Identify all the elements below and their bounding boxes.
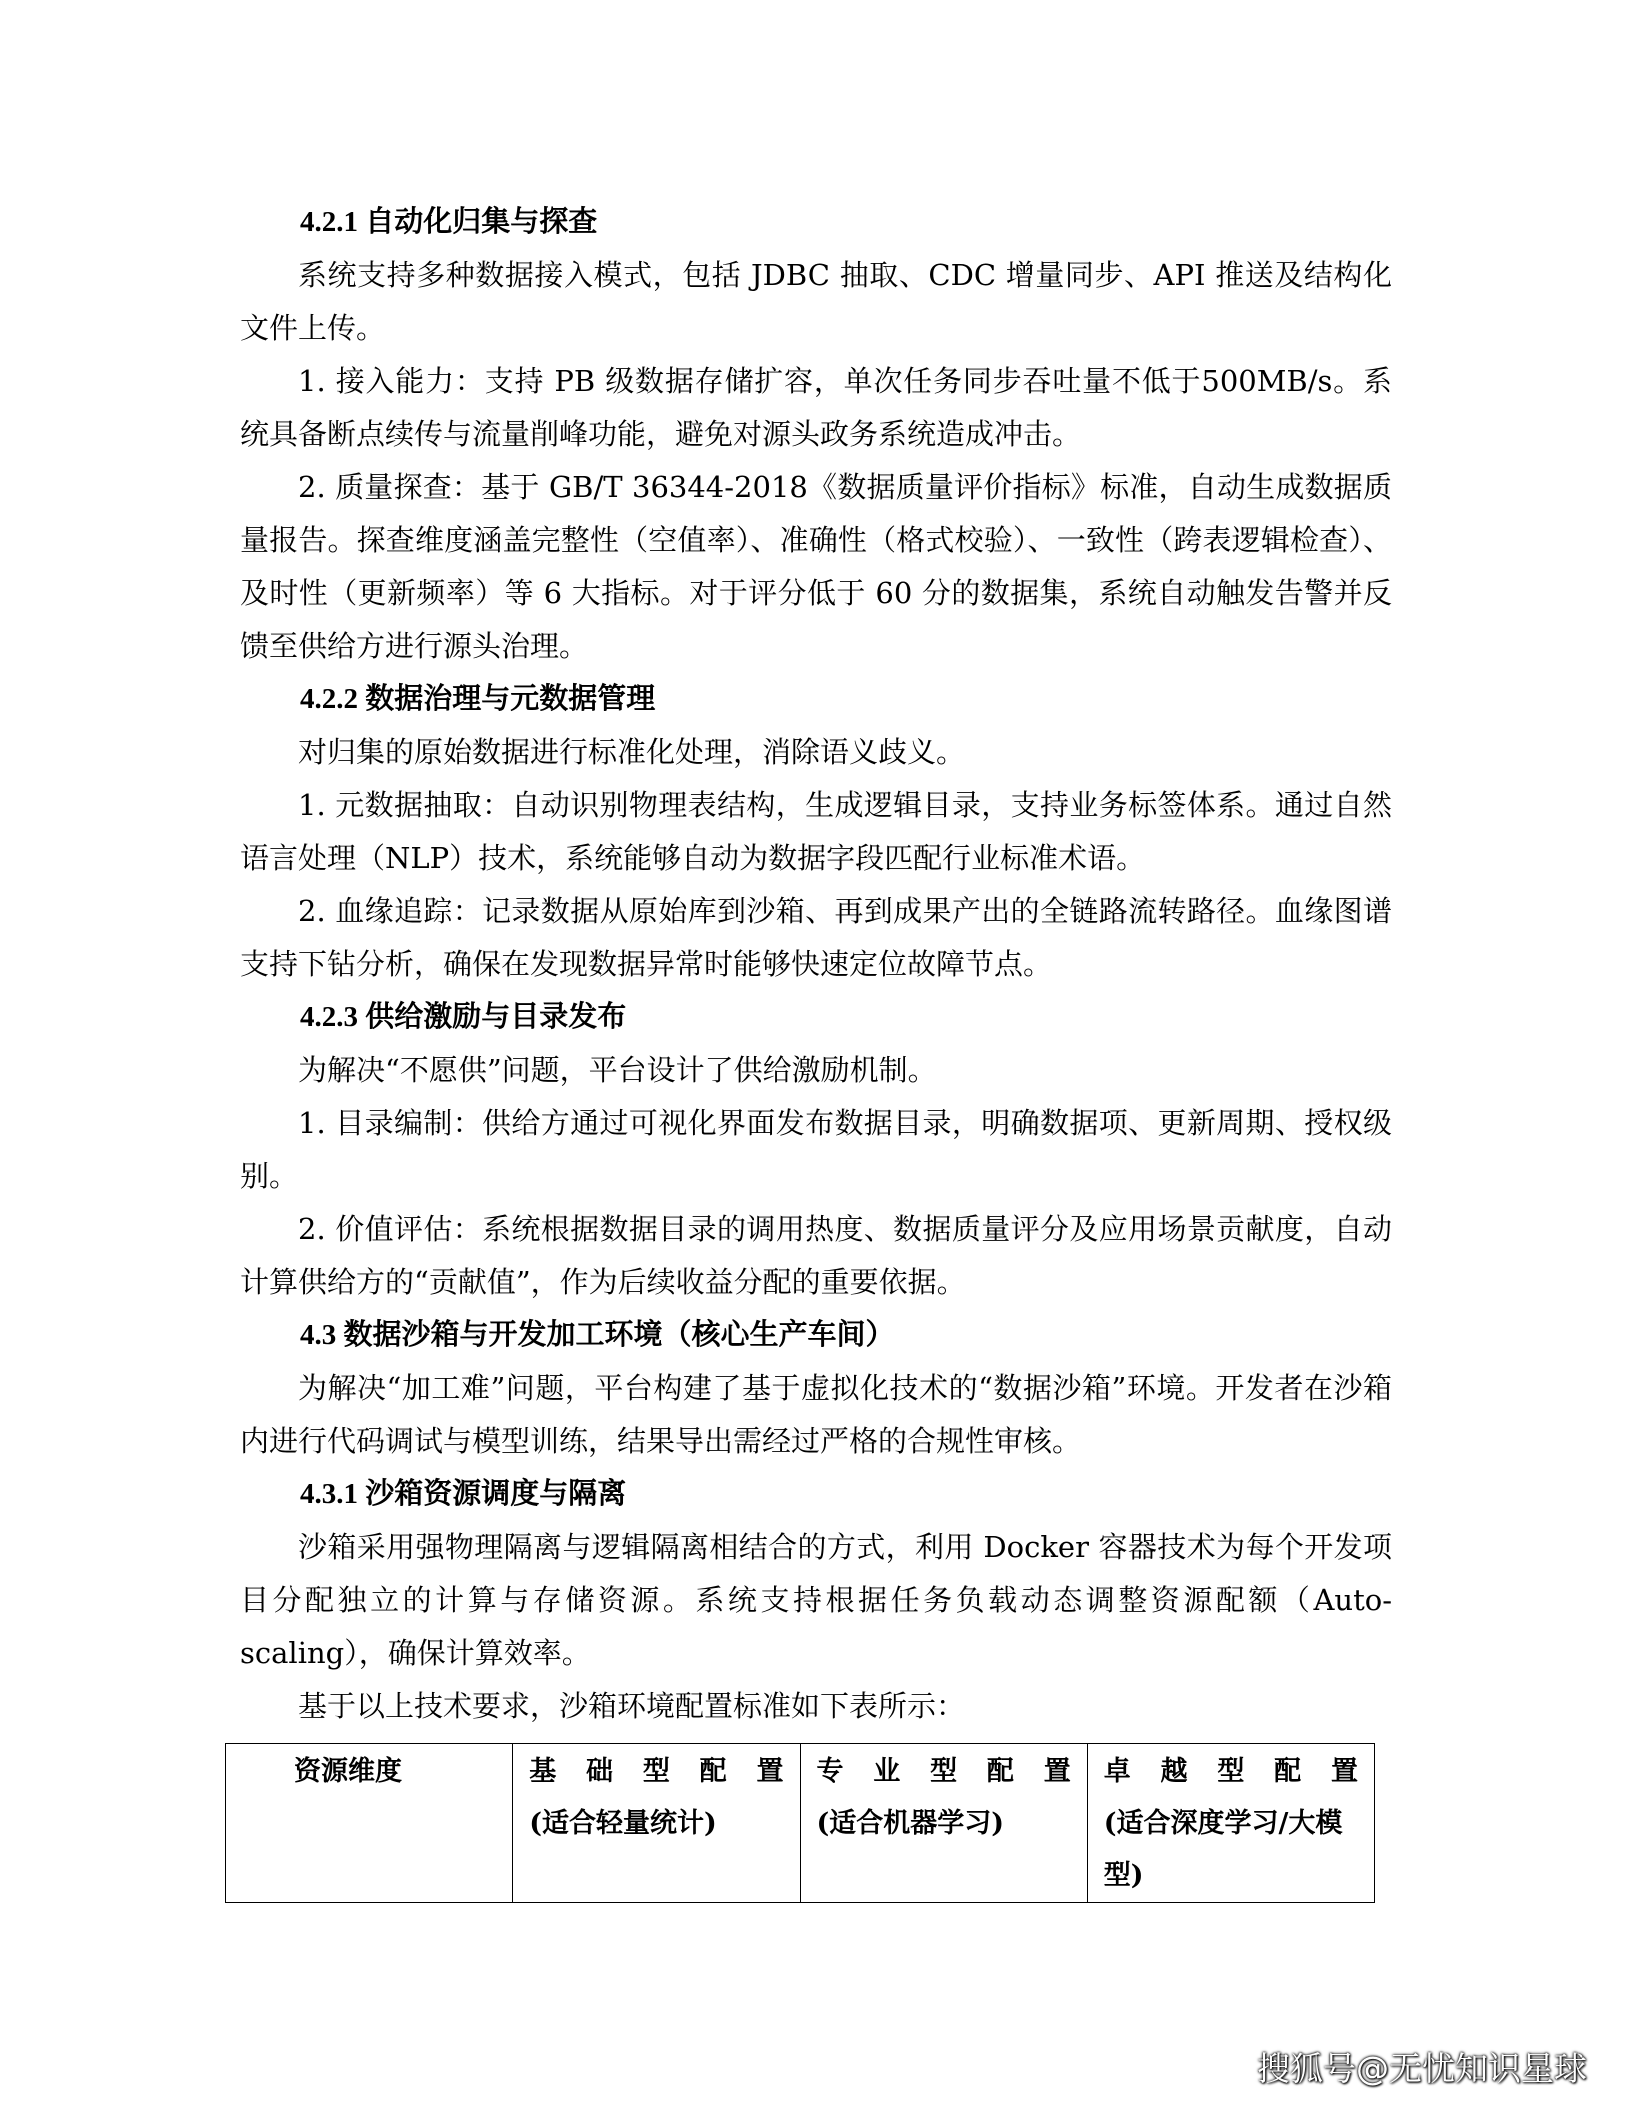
table-header-row (226, 1744, 1375, 1903)
header-label: 基础型配置 (529, 1756, 784, 1787)
header-sublabel: (适合机器学习) (816, 1808, 1005, 1839)
section-heading: 4.2.3 供给激励与目录发布 (300, 1001, 627, 1033)
section-heading: 4.2.1 自动化归集与探查 (300, 206, 598, 238)
section-heading: 4.2.2 数据治理与元数据管理 (300, 683, 656, 715)
header-sublabel: (适合深度学习/大模型) (1103, 1808, 1343, 1891)
header-label: 资源维度 (294, 1756, 402, 1787)
header-label: 专业型配置 (816, 1756, 1071, 1787)
document-page (240, 196, 1392, 1903)
header-label: 卓越型配置 (1103, 1756, 1358, 1787)
paragraph: 1. 元数据抽取：自动识别物理表结构，生成逻辑目录，支持业务标签体系。通过自然语言处理（NLP）技术，系统能够自动为数据字段匹配行业标准术语。 (240, 788, 1392, 875)
document-body (240, 196, 1392, 1733)
paragraph: 2. 价值评估：系统根据数据目录的调用热度、数据质量评分及应用场景贡献度，自动计算供给方的“贡献值”，作为后续收益分配的重要依据。 (240, 1212, 1392, 1299)
section-heading: 4.3 数据沙箱与开发加工环境（核心生产车间） (300, 1319, 895, 1351)
watermark: 搜狐号@无忧知识星球 (1257, 2049, 1587, 2088)
paragraph: 沙箱采用强物理隔离与逻辑隔离相结合的方式，利用 Docker 容器技术为每个开发项目分配独立的计算与存储资源。系统支持根据任务负载动态调整资源配额（Auto-scaling），确保计算效率。 (240, 1530, 1392, 1670)
table-header-dimension (226, 1744, 513, 1903)
paragraph: 对归集的原始数据进行标准化处理，消除语义歧义。 (298, 735, 966, 769)
paragraph: 系统支持多种数据接入模式，包括 JDBC 抽取、CDC 增量同步、API 推送及结构化文件上传。 (240, 258, 1392, 345)
sandbox-config-table (225, 1743, 1375, 1903)
paragraph: 2. 质量探查：基于 GB/T 36344-2018《数据质量评价指标》标准，自动生成数据质量报告。探查维度涵盖完整性（空值率）、准确性（格式校验）、一致性（跨表逻辑检查）、及时性（更新频率）等 6 大指标。对于评分低于 60 分的数据集，系统自动触发告警并反馈至供给方进行源头治理。 (240, 470, 1392, 663)
paragraph: 为解决“不愿供”问题，平台设计了供给激励机制。 (298, 1053, 937, 1087)
paragraph: 为解决“加工难”问题，平台构建了基于虚拟化技术的“数据沙箱”环境。开发者在沙箱内进行代码调试与模型训练，结果导出需经过严格的合规性审核。 (240, 1371, 1392, 1458)
header-sublabel: (适合轻量统计) (529, 1808, 717, 1839)
table-header-basic (513, 1744, 800, 1903)
table-header-premium (1087, 1744, 1374, 1903)
paragraph: 1. 目录编制：供给方通过可视化界面发布数据目录，明确数据项、更新周期、授权级别。 (240, 1106, 1392, 1193)
paragraph: 基于以上技术要求，沙箱环境配置标准如下表所示： (298, 1689, 966, 1723)
table-header-professional (800, 1744, 1087, 1903)
paragraph: 2. 血缘追踪：记录数据从原始库到沙箱、再到成果产出的全链路流转路径。血缘图谱支持下钻分析，确保在发现数据异常时能够快速定位故障节点。 (240, 894, 1392, 981)
paragraph: 1. 接入能力：支持 PB 级数据存储扩容，单次任务同步吞吐量不低于500MB/s。系统具备断点续传与流量削峰功能，避免对源头政务系统造成冲击。 (240, 364, 1392, 451)
section-heading: 4.3.1 沙箱资源调度与隔离 (300, 1478, 627, 1510)
